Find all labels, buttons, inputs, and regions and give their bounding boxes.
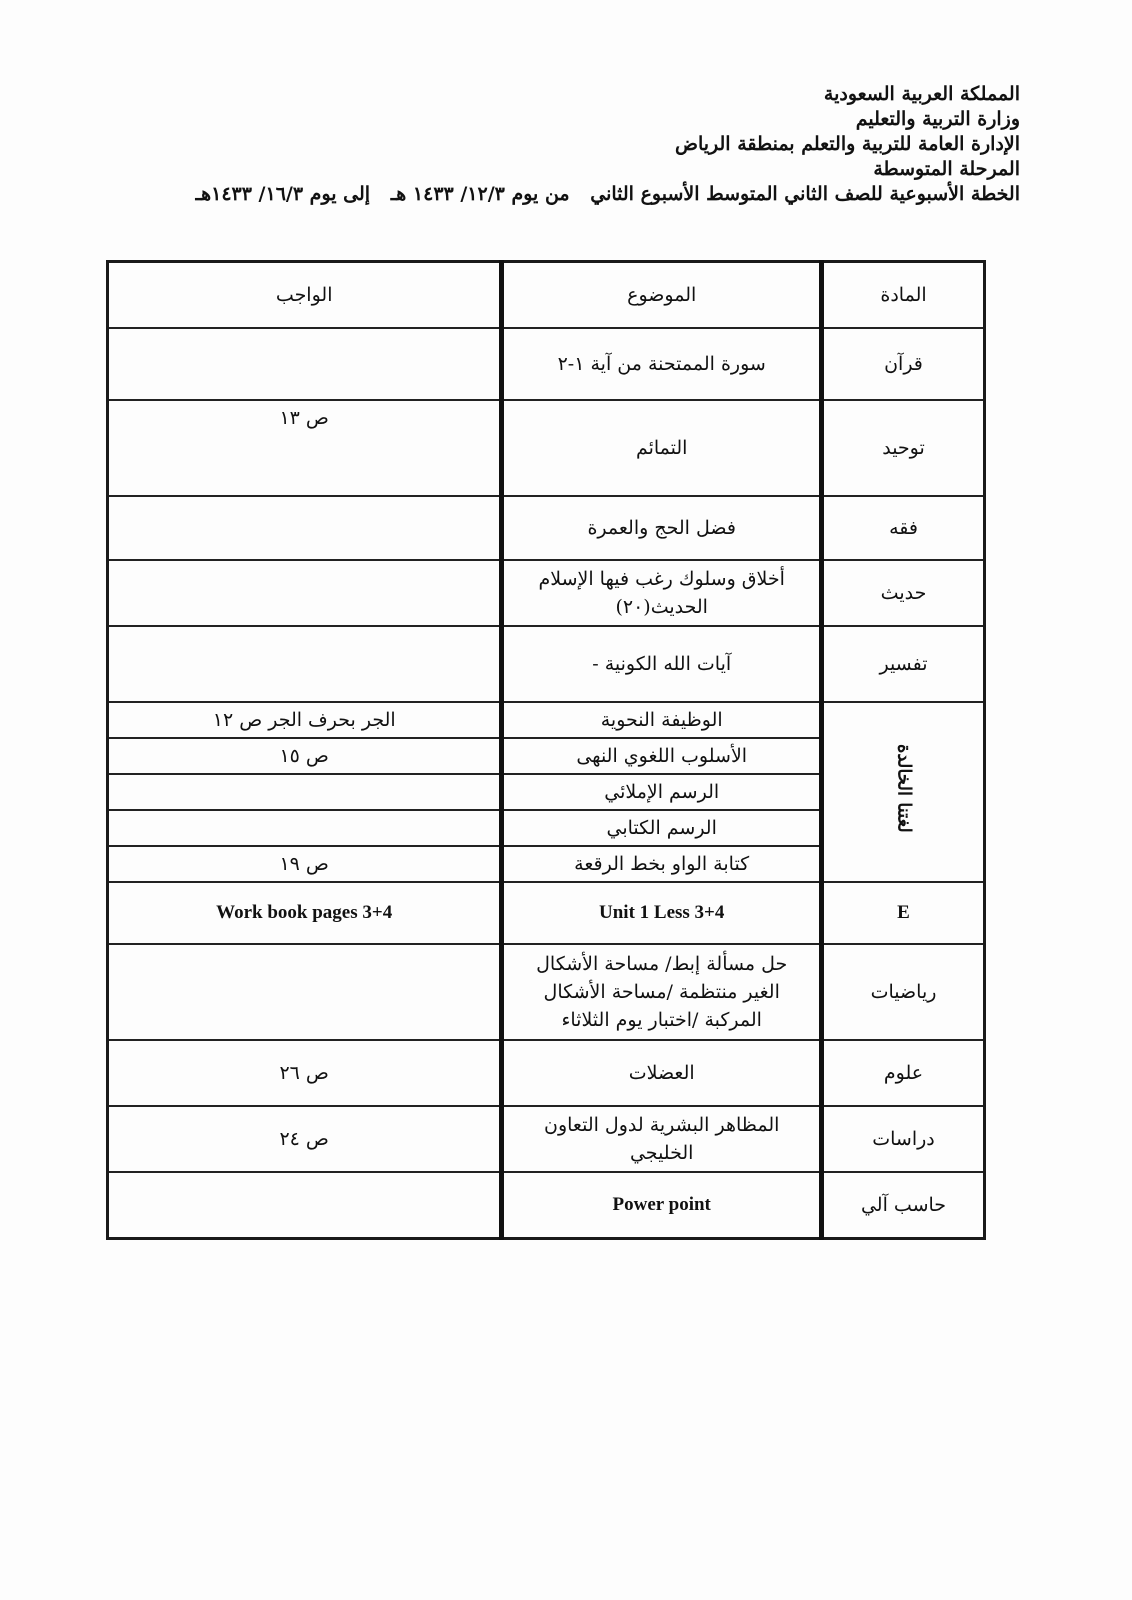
plan-to-date: إلى يوم ١٦/٣/ ١٤٣٣هـ bbox=[195, 183, 371, 205]
topic-cell: التمائم bbox=[502, 400, 822, 496]
topic-line: المركبة /اختبار يوم الثلاثاء bbox=[561, 1009, 762, 1031]
homework-cell: ص ٢٤ bbox=[108, 1106, 502, 1172]
topic-line: حل مسألة إبط/ مساحة الأشكال bbox=[536, 953, 788, 975]
table-row bbox=[108, 328, 985, 400]
topic-line: الغير منتظمة /مساحة الأشكال bbox=[543, 981, 780, 1003]
homework-cell: Work book pages 3+4 bbox=[108, 882, 502, 944]
table-row bbox=[108, 1106, 985, 1172]
subject-cell: قرآن bbox=[822, 328, 985, 400]
topic-line: الخليجي bbox=[629, 1142, 694, 1164]
header-subject: المادة bbox=[822, 262, 985, 329]
table-row bbox=[108, 400, 985, 496]
subject-cell: حاسب آلي bbox=[822, 1172, 985, 1238]
header-stage: المرحلة المتوسطة bbox=[873, 158, 1020, 180]
topic-cell bbox=[502, 1106, 822, 1172]
topic-cell: العضلات bbox=[502, 1040, 822, 1106]
table-row bbox=[108, 560, 985, 626]
homework-cell: ص ٢٦ bbox=[108, 1040, 502, 1106]
homework-cell: ص ١٣ bbox=[108, 400, 502, 496]
table-row bbox=[108, 626, 985, 702]
header-administration: الإدارة العامة للتربية والتعلم بمنطقة الرياض bbox=[674, 133, 1020, 155]
header-country: المملكة العربية السعودية bbox=[823, 83, 1020, 105]
weekly-plan-table bbox=[106, 260, 986, 1240]
homework-cell bbox=[108, 810, 502, 846]
document-header bbox=[80, 82, 1020, 207]
topic-cell: آيات الله الكونية - bbox=[502, 626, 822, 702]
topic-cell: كتابة الواو بخط الرقعة bbox=[502, 846, 822, 882]
topic-line: المظاهر البشرية لدول التعاون bbox=[544, 1114, 780, 1136]
table-row bbox=[108, 1040, 985, 1106]
plan-from-date: من يوم ١٢/٣/ ١٤٣٣ هـ bbox=[390, 183, 570, 205]
topic-cell: Power point bbox=[502, 1172, 822, 1238]
topic-cell: سورة الممتحنة من آية ١-٢ bbox=[502, 328, 822, 400]
topic-cell bbox=[502, 944, 822, 1040]
subject-arabic-label: لغتنا الخالدة bbox=[893, 743, 915, 833]
table-row bbox=[108, 882, 985, 944]
table-row bbox=[108, 702, 985, 738]
homework-cell: ص ١٩ bbox=[108, 846, 502, 882]
table-header-row bbox=[108, 262, 985, 329]
table-row bbox=[108, 1172, 985, 1238]
homework-cell bbox=[108, 944, 502, 1040]
subject-cell: توحيد bbox=[822, 400, 985, 496]
topic-cell: Unit 1 Less 3+4 bbox=[502, 882, 822, 944]
homework-cell bbox=[108, 328, 502, 400]
topic-line: أخلاق وسلوك رغب فيها الإسلام bbox=[538, 568, 785, 590]
topic-cell bbox=[502, 560, 822, 626]
topic-line: الحديث(٢٠) bbox=[615, 596, 708, 618]
homework-cell bbox=[108, 774, 502, 810]
table-row bbox=[108, 496, 985, 560]
subject-cell: E bbox=[822, 882, 985, 944]
table-row bbox=[108, 944, 985, 1040]
subject-cell: فقه bbox=[822, 496, 985, 560]
homework-cell: الجر بحرف الجر ص ١٢ bbox=[108, 702, 502, 738]
homework-cell: ص ١٥ bbox=[108, 738, 502, 774]
topic-cell: فضل الحج والعمرة bbox=[502, 496, 822, 560]
subject-cell: تفسير bbox=[822, 626, 985, 702]
header-plan-title bbox=[80, 182, 1020, 207]
header-homework: الواجب bbox=[108, 262, 502, 329]
topic-cell: الأسلوب اللغوي النهى bbox=[502, 738, 822, 774]
subject-cell: رياضيات bbox=[822, 944, 985, 1040]
subject-cell-arabic bbox=[822, 702, 985, 882]
header-ministry: وزارة التربية والتعليم bbox=[855, 108, 1020, 130]
subject-cell: حديث bbox=[822, 560, 985, 626]
plan-title: الخطة الأسبوعية للصف الثاني المتوسط الأسبوع الثاني bbox=[590, 183, 1020, 205]
homework-cell bbox=[108, 560, 502, 626]
topic-cell: الرسم الإملائي bbox=[502, 774, 822, 810]
homework-cell bbox=[108, 496, 502, 560]
subject-cell: دراسات bbox=[822, 1106, 985, 1172]
topic-cell: الوظيفة النحوية bbox=[502, 702, 822, 738]
subject-cell: علوم bbox=[822, 1040, 985, 1106]
topic-cell: الرسم الكتابي bbox=[502, 810, 822, 846]
homework-cell bbox=[108, 626, 502, 702]
homework-cell bbox=[108, 1172, 502, 1238]
header-topic: الموضوع bbox=[502, 262, 822, 329]
